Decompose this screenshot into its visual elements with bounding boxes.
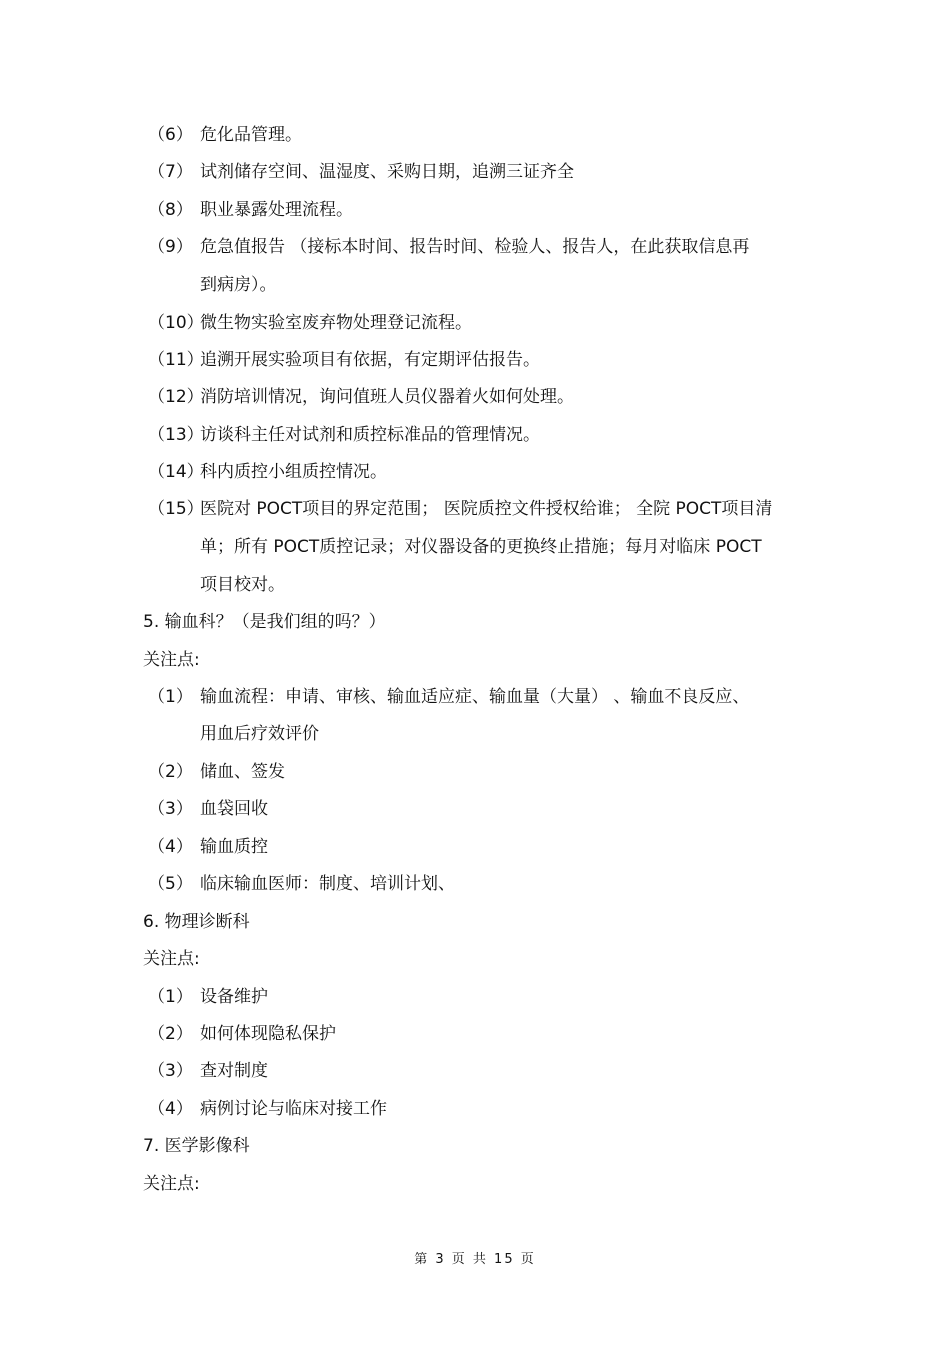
item-text: 危急值报告 （接标本时间、报告时间、检验人、报告人，在此获取信息再 xyxy=(200,237,750,257)
item-text: 输血质控 xyxy=(200,837,268,857)
item-text: 病例讨论与临床对接工作 xyxy=(200,1099,387,1119)
item-number: （1） xyxy=(148,987,193,1007)
item-text: 输血流程：申请、审核、输血适应症、输血量（大量） 、输血不良反应、 xyxy=(200,687,750,707)
item-text: 危化品管理。 xyxy=(200,125,302,145)
item-number: （1） xyxy=(148,687,193,707)
item-number: （8） xyxy=(148,200,193,220)
item-number: （9） xyxy=(148,237,193,257)
item-number: （2） xyxy=(148,762,193,782)
item-text: 试剂储存空间、温湿度、采购日期，追溯三证齐全 xyxy=(200,162,574,182)
item-text: 访谈科主任对试剂和质控标准品的管理情况。 xyxy=(200,425,540,445)
item-text: 科内质控小组质控情况。 xyxy=(200,462,387,482)
item-text: 项目校对。 xyxy=(200,575,285,595)
item-number: （6） xyxy=(148,125,193,145)
item-number: （3） xyxy=(148,1061,193,1081)
item-text: 医院对 POCT项目的界定范围； 医院质控文件授权给谁； 全院 POCT项目清 xyxy=(200,499,773,519)
item-text: 用血后疗效评价 xyxy=(200,724,319,744)
page-footer: 第 3 页 共 15 页 xyxy=(414,1252,536,1267)
item-number: （7） xyxy=(148,162,193,182)
item-text: 血袋回收 xyxy=(200,799,268,819)
section-title: 7. 医学影像科 xyxy=(143,1136,250,1156)
item-text: 微生物实验室废弃物处理登记流程。 xyxy=(200,313,472,333)
item-number: （2） xyxy=(148,1024,193,1044)
item-number: （13） xyxy=(148,425,204,445)
item-text: 储血、签发 xyxy=(200,762,285,782)
focus-label: 关注点: xyxy=(143,1174,200,1194)
item-text: 追溯开展实验项目有依据，有定期评估报告。 xyxy=(200,350,540,370)
item-number: （15） xyxy=(148,499,204,519)
item-number: （4） xyxy=(148,837,193,857)
item-number: （3） xyxy=(148,799,193,819)
section-title: 5. 输血科？（是我们组的吗？） xyxy=(143,612,386,632)
item-number: （12） xyxy=(148,387,204,407)
item-number: （5） xyxy=(148,874,193,894)
item-text: 如何体现隐私保护 xyxy=(200,1024,336,1044)
item-number: （11） xyxy=(148,350,204,370)
item-text: 消防培训情况，询问值班人员仪器着火如何处理。 xyxy=(200,387,574,407)
item-text: 单；所有 POCT质控记录；对仪器设备的更换终止措施；每月对临床 POCT xyxy=(200,537,762,557)
item-number: （10） xyxy=(148,313,204,333)
item-text: 临床输血医师：制度、培训计划、 xyxy=(200,874,455,894)
item-text: 查对制度 xyxy=(200,1061,268,1081)
item-number: （14） xyxy=(148,462,204,482)
item-text: 设备维护 xyxy=(200,987,268,1007)
focus-label: 关注点: xyxy=(143,650,200,670)
item-text: 职业暴露处理流程。 xyxy=(200,200,353,220)
section-title: 6. 物理诊断科 xyxy=(143,912,250,932)
focus-label: 关注点: xyxy=(143,949,200,969)
item-number: （4） xyxy=(148,1099,193,1119)
item-text: 到病房）。 xyxy=(200,275,277,295)
